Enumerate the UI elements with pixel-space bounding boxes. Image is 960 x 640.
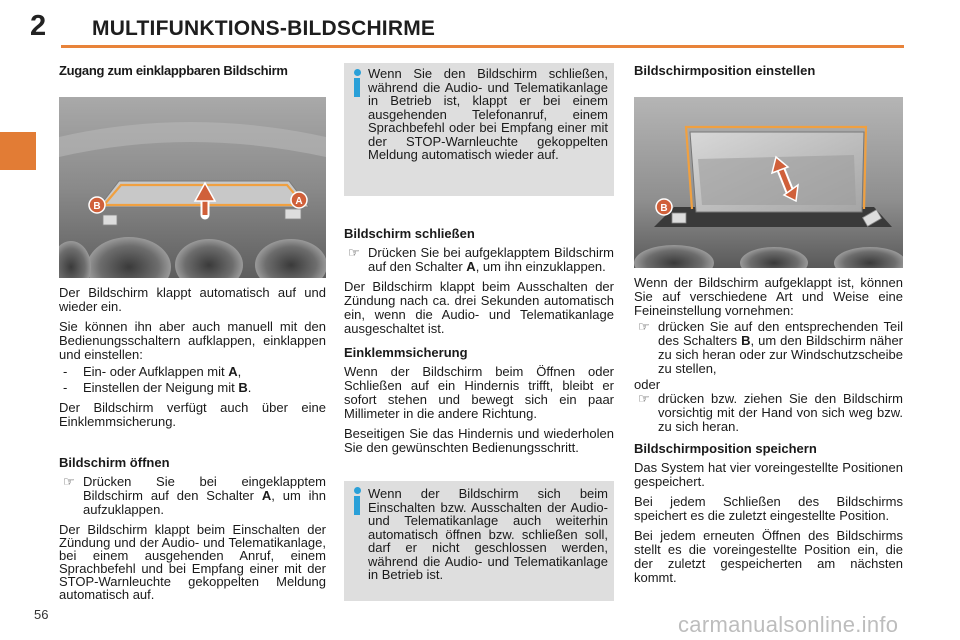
heading-close: Bildschirm schließen (344, 226, 475, 241)
intro-text-3: Der Bildschirm verfügt auch über eine Einklemmsicherung. (59, 400, 326, 429)
adjust-list (59, 365, 326, 395)
hand-pointer-icon: ☞ (348, 245, 360, 260)
hand-pointer-icon: ☞ (63, 474, 75, 489)
svg-text:A: A (295, 196, 303, 207)
info-text-2: Wenn der Bildschirm sich beim Einschalten bzw. Ausschalten der Audio- und Telematikanlage auch weiterhin automatisch öffnen bzw. schließen soll, darf er nicht geschlossen werden, während die Audio- und Telematikanlage in Betrieb ist. (368, 486, 608, 582)
right-column-text (634, 276, 903, 591)
open-text: Der Bildschirm klappt beim Einschalten der Zündung und der Audio- und Telematikanlage, bei einem ausgehenden Anruf, einem Sprachbefehl und bei Empfang einer mit der STOP-Warnleuchte gekoppelten Meldung automatisch auf. (59, 522, 326, 602)
close-instruction: ☞ Drücken Sie bei aufgeklapptem Bildschirm auf den Schalter A, um ihn einzuklappen. (348, 245, 614, 274)
left-column-open (59, 456, 326, 607)
left-column-text (59, 286, 326, 435)
chapter-number: 2 (30, 10, 47, 42)
photo-dashboard-closed (59, 97, 326, 278)
section-title-position: Bildschirmposition einstellen (634, 63, 816, 78)
close-text: Der Bildschirm klappt beim Ausschalten der Zündung nach ca. drei Sekunden automatisch ein, wenn die Audio- und Telematikanlage ausgeschaltet ist. (344, 279, 614, 336)
pinch-text-2: Beseitigen Sie das Hindernis und wiederholen Sie den gewünschten Bedienungsschritt. (344, 426, 614, 455)
heading-save: Bildschirmposition speichern (634, 441, 817, 456)
label-b-marker (656, 199, 672, 215)
svg-text:B: B (660, 203, 668, 214)
info-text-1: Wenn Sie den Bildschirm schließen, während die Audio- und Telematikanlage in Betrieb ist, klappt er bei einem ausgehenden Telefonanruf, einem Sprachbefehl oder bei Empfang einer mit der STOP-Warnleuchte gekoppelten Meldung automatisch wieder auf. (368, 66, 608, 162)
or-text: oder (634, 377, 661, 392)
info-box-2 (344, 481, 614, 601)
photo-screen-open (634, 97, 903, 268)
position-instruction-1: ☞ drücken Sie auf den entsprechenden Teil des Schalters B, um den Bildschirm näher zu sich heran oder zur Windschutzscheibe zu stellen, (638, 319, 904, 376)
info-icon (351, 487, 363, 515)
position-text-1: Wenn der Bildschirm aufgeklappt ist, können Sie auf verschiedene Art und Weise eine Feineinstellung vornehmen: (634, 275, 903, 318)
intro-text-2: Sie können ihn aber auch manuell mit den Bedienungsschaltern aufklappen, einklappen und einstellen: (59, 319, 326, 362)
open-instruction: ☞ Drücken Sie bei eingeklapptem Bildschirm auf den Schalter A, um ihn aufzuklappen. (63, 474, 326, 517)
save-text-2: Bei jedem Schließen des Bildschirms speichert es die zuletzt eingestellte Position. (634, 494, 903, 523)
chapter-tab (0, 132, 36, 170)
pinch-text-1: Wenn der Bildschirm beim Öffnen oder Schließen auf ein Hindernis trifft, bleibt er sofort stehen und bewegt sich ein paar Millimeter in die andere Richtung. (344, 364, 614, 421)
hand-pointer-icon: ☞ (638, 319, 650, 334)
section-title-access: Zugang zum einklappbaren Bildschirm (59, 63, 288, 78)
page-number: 56 (34, 607, 49, 622)
position-instruction-2: ☞ drücken bzw. ziehen Sie den Bildschirm vorsichtig mit der Hand von sich weg bzw. zu sich heran. (638, 391, 903, 434)
heading-open: Bildschirm öffnen (59, 455, 170, 470)
heading-pinch: Einklemmsicherung (344, 345, 468, 360)
info-box-1 (344, 63, 614, 196)
intro-text-1: Der Bildschirm klappt automatisch auf und wieder ein. (59, 285, 326, 314)
header-rule (61, 45, 904, 48)
label-b-marker (89, 197, 105, 213)
list-item: - Ein- oder Aufklappen mit A, (63, 364, 242, 379)
save-text-1: Das System hat vier voreingestellte Positionen gespeichert. (634, 460, 903, 489)
watermark: carmanualsonline.info (678, 612, 899, 637)
hand-pointer-icon: ☞ (638, 391, 650, 406)
chapter-title: MULTIFUNKTIONS-BILDSCHIRME (92, 17, 436, 40)
save-text-3: Bei jedem erneuten Öffnen des Bildschirms stellt es die voreingestellte Position ein, die der zuletzt gespeicherten am nächsten kommt. (634, 528, 903, 585)
label-a-marker (291, 192, 307, 208)
middle-column-text (344, 227, 614, 461)
list-item: - Einstellen der Neigung mit B. (63, 380, 252, 395)
svg-text:B: B (93, 201, 101, 212)
info-icon (351, 69, 363, 97)
